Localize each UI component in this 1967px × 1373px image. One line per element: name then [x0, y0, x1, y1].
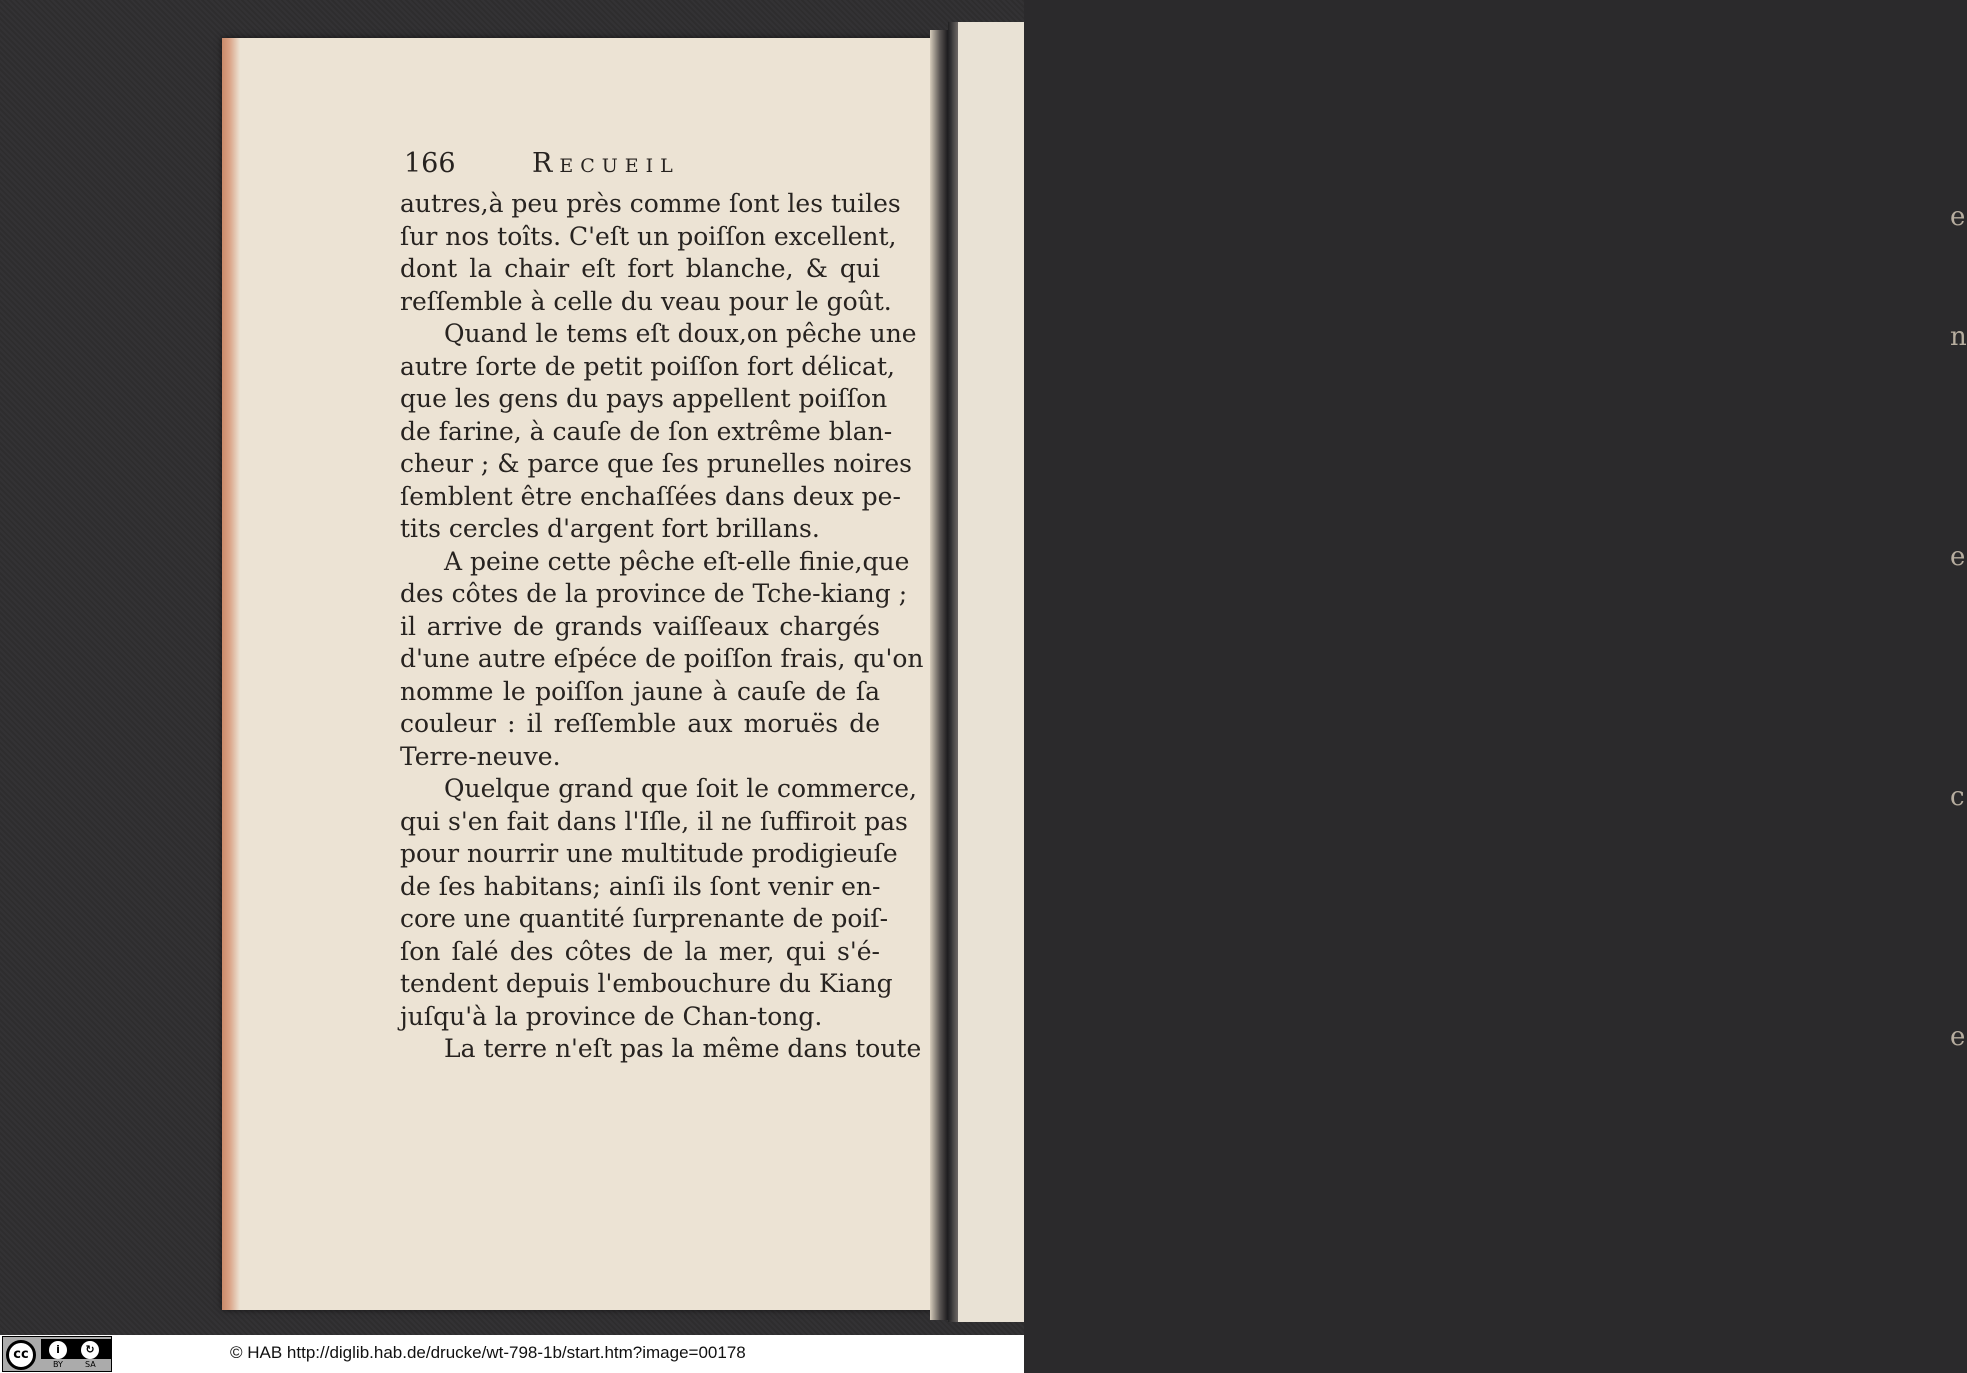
text-line: pour nourrir une multitude prodigieuſe — [400, 839, 898, 868]
text-line: ſemblent être enchaſſées dans deux pe- — [400, 481, 901, 511]
text-line: ſon ſalé des côtes de la mer, qui s'é- — [400, 936, 880, 966]
page-number: 166 — [404, 148, 456, 179]
bleed-mark: c — [1950, 782, 1965, 812]
text-line: tits cercles d'argent fort brillans. — [400, 514, 820, 543]
text-line: qui s'en fait dans l'Iſle, il ne ſuffiroit pas — [400, 806, 908, 836]
cc-icon: cc — [6, 1340, 36, 1370]
bleed-mark: e — [1950, 542, 1966, 572]
cc-by-label: BY — [53, 1360, 63, 1369]
text-line: juſqu'à la province de Chan-tong. — [400, 1001, 823, 1031]
text-line: A peine cette pêche eſt-elle finie,que — [444, 546, 910, 576]
text-line: ſur nos toîts. C'eſt un poiſſon excellent, — [400, 221, 897, 251]
text-line: cheur ; & parce que ſes prunelles noires — [400, 449, 912, 478]
bleed-mark: e — [1950, 202, 1966, 232]
text-line: core une quantité ſurprenante de poiſ- — [400, 904, 889, 933]
attribution-icon: i — [49, 1341, 67, 1359]
cc-sa-label: SA — [85, 1360, 96, 1369]
bleed-mark: e — [1950, 1022, 1966, 1052]
facing-page — [948, 22, 1967, 1322]
text-line: Quelque grand que ſoit le commerce, — [444, 774, 917, 803]
text-line: dont la chair eſt fort blanche, & qui — [400, 254, 880, 283]
text-line: de ſes habitans; ainſi ils ſont venir en- — [400, 871, 881, 901]
text-line: que les gens du pays appellent poiſſon — [400, 384, 888, 413]
text-line: nomme le poiſſon jaune à cauſe de ſa — [400, 676, 880, 706]
text-line: reſſemble à celle du veau pour le goût. — [400, 286, 892, 316]
text-line: couleur : il reſſemble aux moruës de — [400, 709, 880, 738]
text-line: Quand le tems eſt doux,on pêche une — [444, 319, 917, 348]
page-edge — [222, 38, 240, 1310]
cc-license-badge[interactable] — [2, 1336, 112, 1372]
text-line: autres,à peu près comme ſont les tuiles — [400, 189, 901, 218]
text-line: tendent depuis l'embouchure du Kiang — [400, 969, 893, 998]
text-line: La terre n'eſt pas la même dans toute — [444, 1034, 922, 1063]
text-line: Terre-neuve. — [400, 741, 561, 771]
text-line: d'une autre eſpéce de poiſſon frais, qu'on — [400, 644, 924, 673]
text-line: il arrive de grands vaiſſeaux chargés — [400, 611, 880, 641]
running-title: Recueil — [532, 148, 680, 179]
running-head — [400, 148, 900, 188]
source-credit[interactable]: © HAB http://diglib.hab.de/drucke/wt-798-1b/start.htm?image=00178 — [230, 1343, 746, 1362]
text-line: autre ſorte de petit poiſſon fort délicat, — [400, 351, 895, 381]
cc-badge-band — [41, 1339, 111, 1359]
text-line: de farine, à cauſe de ſon extrême blan- — [400, 416, 893, 446]
book-gutter — [930, 30, 952, 1320]
page-text — [400, 148, 924, 1066]
share-alike-icon: ↻ — [81, 1341, 99, 1359]
footer-bar — [0, 1335, 1024, 1373]
bleed-mark: n — [1950, 322, 1967, 352]
text-line: des côtes de la province de Tche-kiang ; — [400, 579, 908, 608]
